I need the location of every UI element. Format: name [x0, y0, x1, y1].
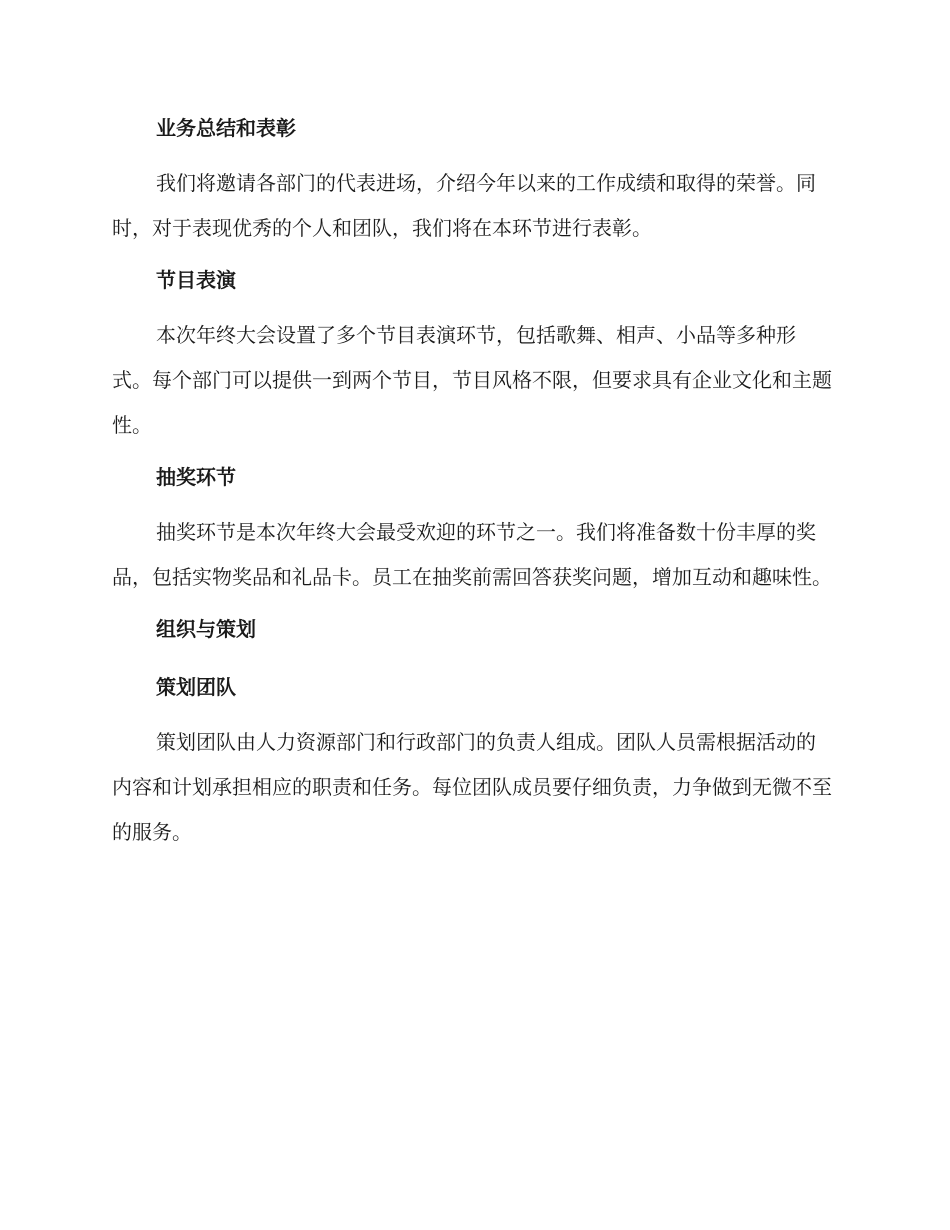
section-heading: 策划团队	[156, 675, 236, 699]
section-paragraph: 我们将邀请各部门的代表进场，介绍今年以来的工作成绩和取得的荣誉。同时，对于表现优秀的个人和团队，我们将在本环节进行表彰。	[112, 171, 816, 240]
section-heading: 组织与策划	[156, 617, 256, 641]
section-paragraph: 抽奖环节是本次年终大会最受欢迎的环节之一。我们将准备数十份丰厚的奖品，包括实物奖品和礼品卡。员工在抽奖前需回答获奖问题，增加互动和趣味性。	[112, 520, 832, 589]
section-paragraph: 策划团队由人力资源部门和行政部门的负责人组成。团队人员需根据活动的内容和计划承担相应的职责和任务。每位团队成员要仔细负责，力争做到无微不至的服务。	[112, 730, 832, 844]
section-heading: 节目表演	[156, 268, 236, 292]
section-heading: 抽奖环节	[156, 465, 236, 489]
section-heading: 业务总结和表彰	[156, 116, 296, 140]
section-paragraph: 本次年终大会设置了多个节目表演环节，包括歌舞、相声、小品等多种形式。每个部门可以提供一到两个节目，节目风格不限，但要求具有企业文化和主题性。	[112, 323, 832, 437]
document-page	[112, 113, 832, 869]
